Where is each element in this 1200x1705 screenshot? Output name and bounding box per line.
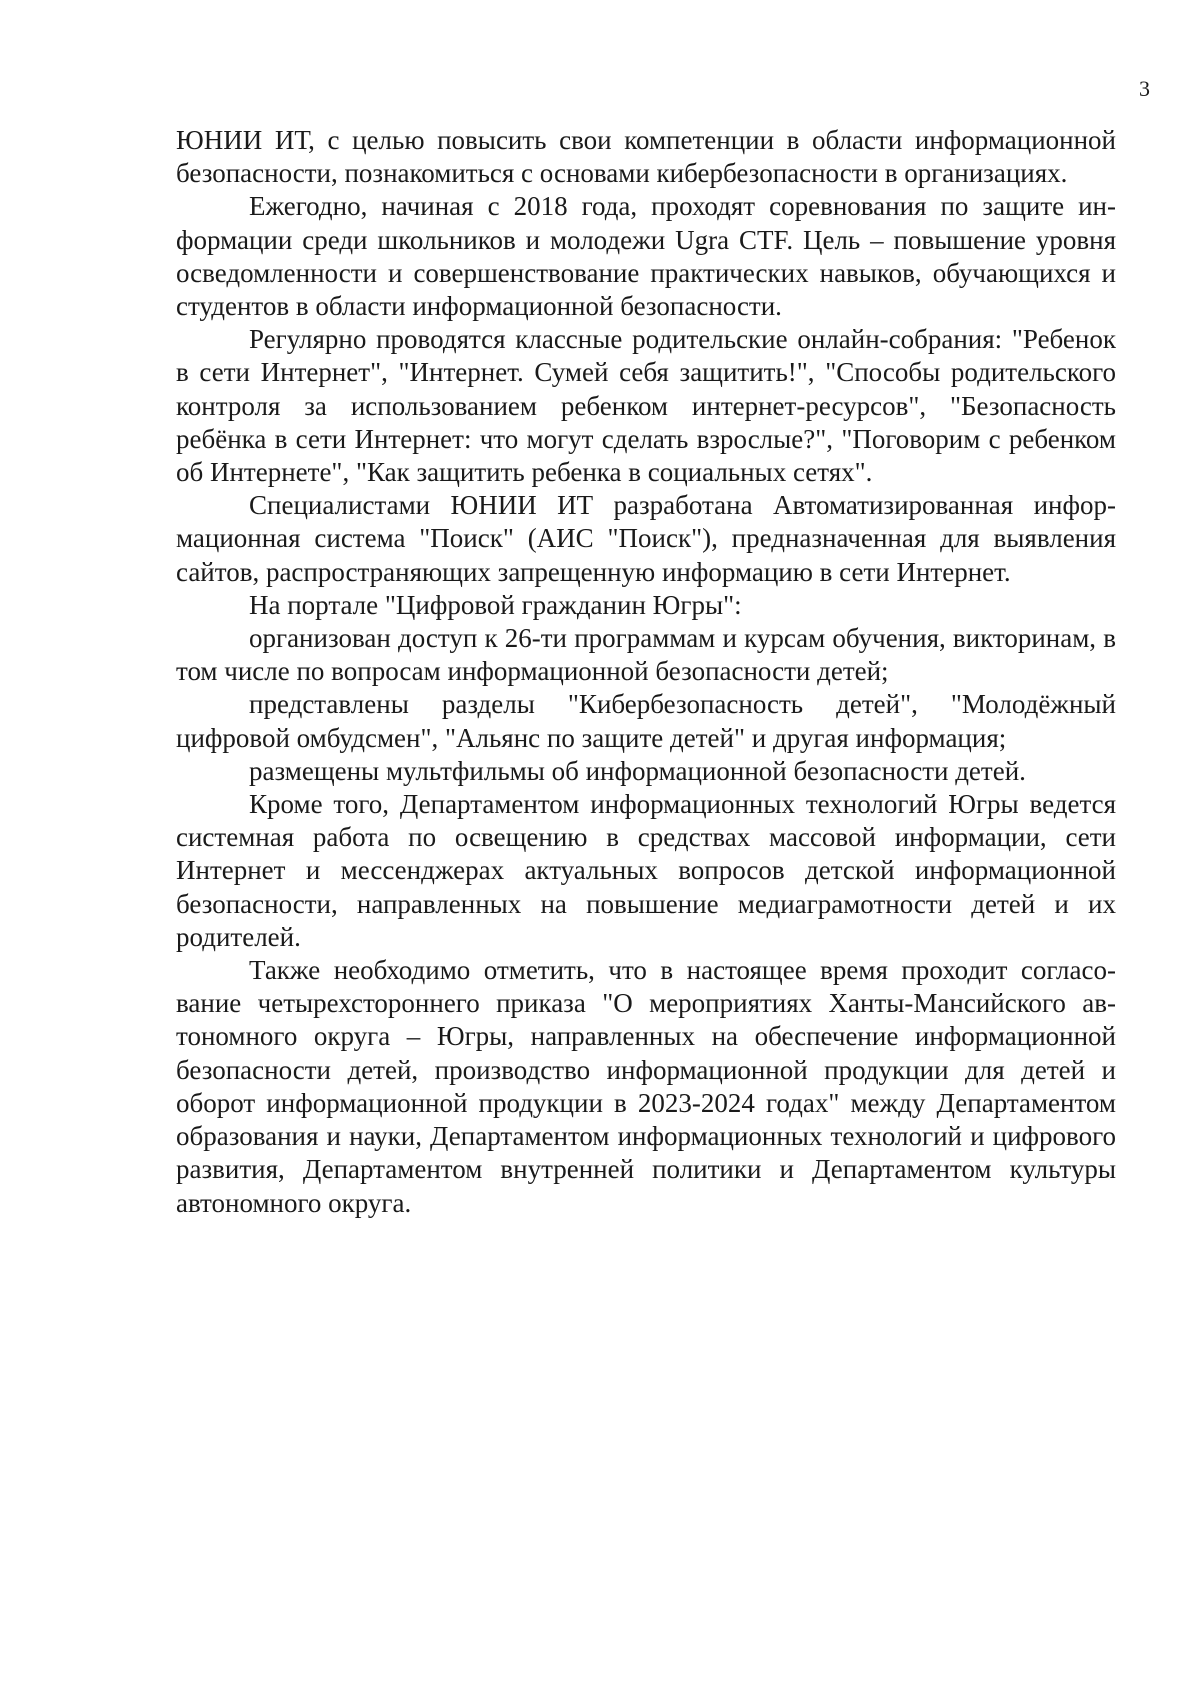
paragraph-portal-sections: представлены разделы "Кибербезопасность детей", "Молодёжный цифровой омбудсмен", "Альянс по защите детей" и другая информация; (176, 689, 1116, 753)
paragraph-ais-poisk: Специалистами ЮНИИ ИТ разработана Автоматизированная информационная система "Поиск" (АИС "Поиск"), предназначенная для выявления сайтов, распространяющих запрещенную информацию в сети Интернет. (176, 490, 1116, 587)
paragraph-portal-cartoons: размещены мультфильмы об информационной безопасности детей. (249, 755, 1026, 786)
paragraph-portal-courses: организован доступ к 26-ти программам и курсам обучения, викторинам, в том числе по вопросам информационной безопасности детей; (176, 623, 1116, 687)
page-number: 3 (1139, 76, 1150, 101)
paragraph-portal-intro: На портале "Цифровой гражданин Югры": (249, 589, 742, 620)
paragraph-media-work: Кроме того, Департаментом информационных технологий Югры ведется системная работа по освещению в средствах массовой информации, сети Интернет и мессенджерах актуальных вопросов детской информационной безопасности, направленных на повышение медиаграмотности детей и их родителей. (176, 789, 1116, 952)
paragraph-order-approval: Также необходимо отметить, что в настоящее время проходит согласование четырехстороннего приказа "О мероприятиях Ханты-Мансийского автономного округа – Югры, направленных на обеспечение информационной безопасности детей, производство информационной продукции для детей и оборот информационной продукции в 2023-2024 годах" между Департаментом образования и науки, Департаментом информационных технологий и цифрового развития, Департаментом внутренней политики и Департаментом культуры автономного округа. (176, 955, 1116, 1218)
paragraph-ugra-ctf: Ежегодно, начиная с 2018 года, проходят соревнования по защите информации среди школьников и молодежи Ugra CTF. Цель – повышение уровня осведомленности и совершенствование практических навыков, обучающихся и студентов в области информационной безопасности. (176, 191, 1116, 322)
document-body (176, 124, 1116, 1220)
paragraph-continuation: ЮНИИ ИТ, с целью повысить свои компетенции в области информационной безопасности, познакомиться с основами кибербезопасности в организациях. (176, 125, 1116, 189)
paragraph-parent-meetings: Регулярно проводятся классные родительские онлайн-собрания: "Ребенок в сети Интернет", "Интернет. Сумей себя защитить!", "Способы родительского контроля за использованием ребенком интернет-ресурсов", "Безопасность ребёнка в сети Интернет: что могут сделать взрослые?", "Поговорим с ребенком об Интернете", "Как защитить ребенка в социальных сетях". (176, 324, 1116, 488)
